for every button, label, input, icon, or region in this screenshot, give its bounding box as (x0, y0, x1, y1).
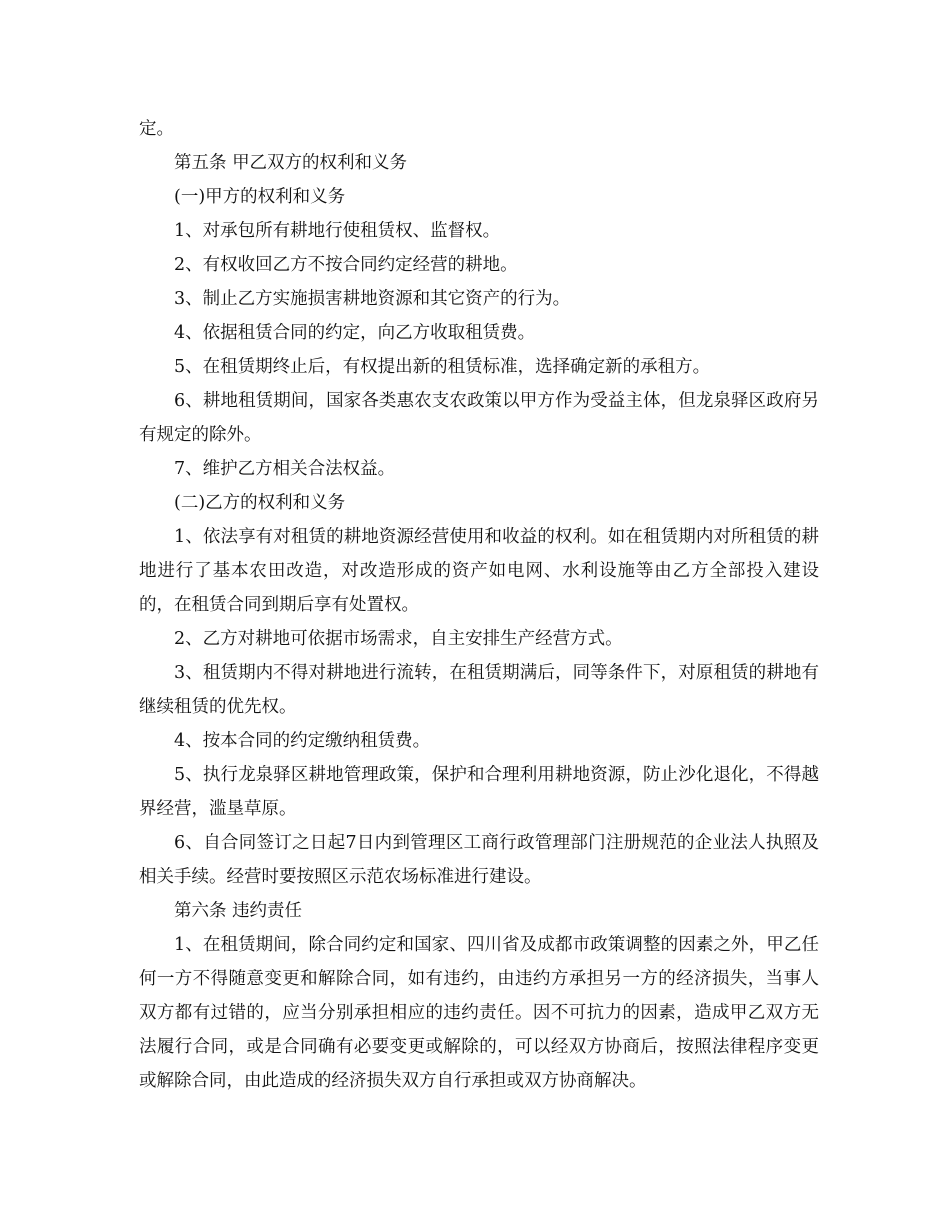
article-5-heading: 第五条 甲乙双方的权利和义务 (174, 153, 408, 173)
section-party-a-heading: (一)甲方的权利和义务 (174, 187, 346, 207)
article-6-heading: 第六条 违约责任 (174, 901, 303, 921)
party-b-item-6: 6、自合同签订之日起7日内到管理区工商行政管理部门注册规范的企业法人执照及相关手续。经营时要按照区示范农场标准进行建设。 (139, 833, 819, 887)
party-b-item-4: 4、按本合同的约定缴纳租赁费。 (174, 731, 431, 751)
party-a-item-1: 1、对承包所有耕地行使租赁权、监督权。 (174, 221, 501, 241)
document-body (139, 112, 819, 1098)
section-party-b-heading: (二)乙方的权利和义务 (174, 493, 346, 513)
party-b-item-3: 3、租赁期内不得对耕地进行流转，在租赁期满后，同等条件下，对原租赁的耕地有继续租赁的优先权。 (139, 663, 819, 717)
party-b-item-1: 1、依法享有对租赁的耕地资源经营使用和收益的权利。如在租赁期内对所租赁的耕地进行了基本农田改造，对改造形成的资产如电网、水利设施等由乙方全部投入建设的，在租赁合同到期后享有处置权。 (139, 527, 819, 615)
paragraph-continuation: 定。 (139, 119, 174, 139)
party-a-item-4: 4、依据租赁合同的约定，向乙方收取租赁费。 (174, 323, 536, 343)
party-a-item-3: 3、制止乙方实施损害耕地资源和其它资产的行为。 (174, 289, 571, 309)
party-a-item-2: 2、有权收回乙方不按合同约定经营的耕地。 (174, 255, 518, 275)
party-a-item-7: 7、维护乙方相关合法权益。 (174, 459, 396, 479)
party-b-item-2: 2、乙方对耕地可依据市场需求，自主安排生产经营方式。 (174, 629, 623, 649)
party-a-item-5: 5、在租赁期终止后，有权提出新的租赁标准，选择确定新的承租方。 (174, 357, 711, 377)
article-6-item-1: 1、在租赁期间，除合同约定和国家、四川省及成都市政策调整的因素之外，甲乙任何一方不得随意变更和解除合同，如有违约，由违约方承担另一方的经济损失，当事人双方都有过错的，应当分别承担相应的违约责任。因不可抗力的因素，造成甲乙双方无法履行合同，或是合同确有必要变更或解除的，可以经双方协商后，按照法律程序变更或解除合同，由此造成的经济损失双方自行承担或双方协商解决。 (139, 935, 819, 1091)
party-b-item-5: 5、执行龙泉驿区耕地管理政策，保护和合理利用耕地资源，防止沙化退化，不得越界经营，滥垦草原。 (139, 765, 819, 819)
party-a-item-6: 6、耕地租赁期间，国家各类惠农支农政策以甲方作为受益主体，但龙泉驿区政府另有规定的除外。 (139, 391, 819, 445)
